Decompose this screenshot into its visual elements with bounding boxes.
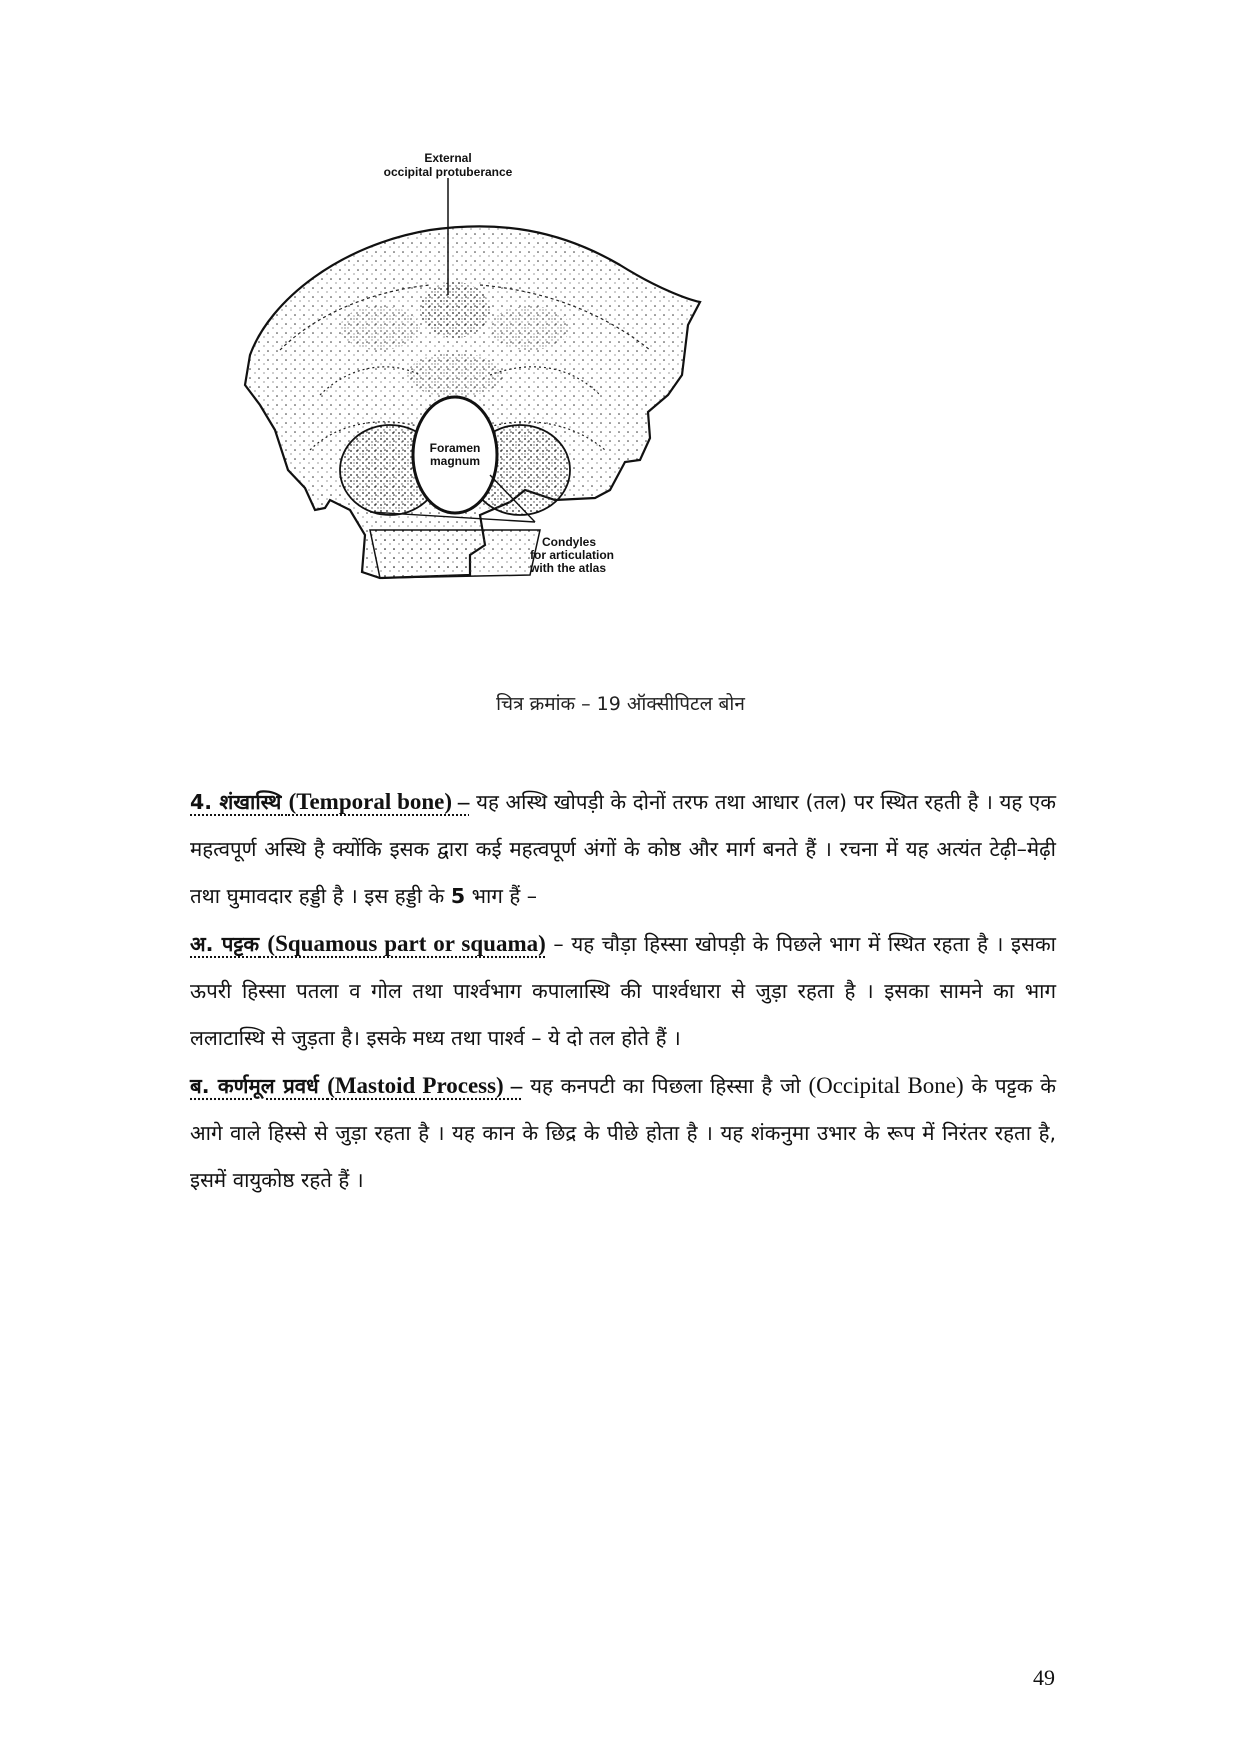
label-foramen: Foramen [429,441,481,455]
squamous-part-paragraph: अ. पट्टक (Squamous part or squama) – यह चौड़ा हिस्सा खोपड़ी के पिछले भाग में स्थित रहता है । इसका ऊपरी हिस्सा पतला व गोल तथा पार्श्वभाग कपालास्थि की पार्श्वधारा से जुड़ा रहता है । इसका सामने का भाग ललाटास्थि से जुड़ता है। इसके मध्य तथा पार्श्व – ये दो तल होते हैं । [190,931,1056,1050]
temporal-bone-heading: 4. शंखास्थि (Temporal bone) – [190,789,470,814]
temporal-bone-paragraph: 4. शंखास्थि (Temporal bone) – यह अस्थि खोपड़ी के दोनों तरफ तथा आधार (तल) पर स्थित रहती है । यह एक महत्वपूर्ण अस्थि है क्योंकि इसक द्वारा कई महत्वपूर्ण अंगों के कोष्ठ और मार्ग बनते हैं । रचना में यह अत्यंत टेढ़ी–मेढ़ी तथा घुमावदार हड्डी है । इस हड्डी के 5 भाग हैं – [190,789,1056,908]
label-with-atlas: with the atlas [530,561,607,575]
page-number: 49 [1033,1665,1055,1690]
label-external: External [424,151,472,165]
label-for-articulation: for articulation [530,548,615,562]
occipital-bone-figure [230,150,720,660]
mastoid-process-heading: ब. कर्णमूल प्रवर्ध (Mastoid Process) – [190,1073,523,1098]
squamous-part-heading: अ. पट्टक (Squamous part or squama) [190,931,546,956]
main-text [190,778,1056,1204]
occipital-bone-illustration [230,150,720,660]
figure-caption: चित्र क्रमांक – 19 ऑक्सीपिटल बोन [496,693,745,715]
label-condyles: Condyles [542,535,597,549]
mastoid-process-paragraph: ब. कर्णमूल प्रवर्ध (Mastoid Process) – यह कनपटी का पिछला हिस्सा है जो (Occipital Bone) के पट्टक के आगे वाले हिस्से से जुड़ा रहता है । यह कान के छिद्र के पीछे होता है । यह शंकनुमा उभार के रूप में निरंतर रहता है, इसमें वायुकोष्ठ रहते हैं । [190,1073,1056,1192]
label-occipital-protuberance: occipital protuberance [383,165,513,179]
label-magnum: magnum [429,454,480,468]
